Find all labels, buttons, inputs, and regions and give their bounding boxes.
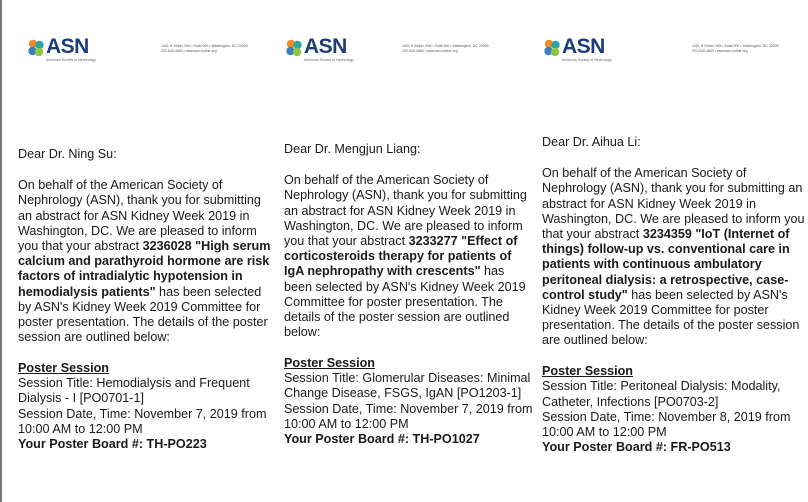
asn-logo-text: ASN [46,35,89,58]
greeting: Dear Dr. Ning Su: [18,147,117,161]
poster-session-heading: Poster Session [542,364,633,379]
poster-session-heading: Poster Session [18,360,109,375]
poster-session-heading: Poster Session [284,355,375,370]
letter-aihua-li [530,0,808,502]
greeting: Dear Dr. Aihua Li: [542,135,641,149]
abstract-title: 3236028 "High serum calcium and parathyroid hormone are risk factors of intradialytic hypotension in hemodialysis patients" [18,239,271,299]
letter-body: On behalf of the American Society of Nephrology (ASN), thank you for submitting an abstract for ASN Kidney Week 2019 in Washington, DC. We are pleased to inform you that your abstract 3236028 "High serum calcium and parathyroid hormone are risk factors of intradialytic hypotension in hemodialysis patients" has been selected by ASN's Kidney Week 2019 Committee for poster presentation. The details of the poster session are outlined below: [18,178,271,345]
asn-logo [26,36,136,68]
asn-logo [542,36,652,68]
asn-flower-icon [542,38,562,58]
letterhead [284,36,524,68]
session-datetime: Session Date, Time: November 8, 2019 from 10:00 AM to 12:00 PM [542,409,791,439]
session-datetime: Session Date, Time: November 7, 2019 from 10:00 AM to 12:00 PM [18,406,267,436]
poster-board: Your Poster Board #: FR-PO513 [542,440,731,455]
letter-text [284,142,534,447]
session-title: Session Title: Hemodialysis and Frequent Dialysis - I [PO0701-1] [18,376,250,406]
asn-logo-tagline: American Society of Nephrology [304,58,354,62]
abstract-title: 3234359 "IoT (Internet of things) follow-up vs. conventional care in patients with continuous ambulatory peritoneal dialysis: a retrospective, case-control study" [542,227,790,302]
asn-flower-icon [284,38,304,58]
greeting: Dear Dr. Mengjun Liang: [284,142,421,156]
asn-logo [284,36,394,68]
letter-ning-su [0,0,270,502]
session-title: Session Title: Peritoneal Dialysis: Modality, Catheter, Infections [PO0703-2] [542,379,781,409]
letterhead-address: 1401 H Street, NW • Suite 900 • Washington, DC 20005 202-640-4660 • www.asn-online.org [692,44,779,53]
asn-logo-tagline: American Society of Nephrology [46,58,96,62]
session-datetime: Session Date, Time: November 7, 2019 from 10:00 AM to 12:00 PM [284,401,533,431]
letter-body: On behalf of the American Society of Nephrology (ASN), thank you for submitting an abstract for ASN Kidney Week 2019 in Washington, DC. We are pleased to inform you that your abstract 3233277 "Effect of corticosteroids therapy for patients of IgA nephropathy with crescents" has been selected by ASN's Kidney Week 2019 Committee for poster presentation. The details of the poster session are outlined below: [284,173,527,340]
letterhead-address: 1401 H Street, NW • Suite 900 • Washington, DC 20005 202-640-4660 • www.asn-online.org [402,44,489,53]
letter-text [542,135,806,455]
asn-logo-text: ASN [562,35,605,58]
letter-text [18,147,272,452]
letterhead [26,36,264,68]
abstract-title: 3233277 "Effect of corticosteroids therapy for patients of IgA nephropathy with crescents" [284,234,518,279]
session-title: Session Title: Glomerular Diseases: Minimal Change Disease, FSGS, IgAN [PO1203-1] [284,371,531,401]
asn-flower-icon [26,38,46,58]
poster-board: Your Poster Board #: TH-PO1027 [284,431,480,446]
asn-logo-text: ASN [304,35,347,58]
letterhead-address: 1401 H Street, NW • Suite 900 • Washington, DC 20005 202-640-4660 • www.asn-online.org [161,44,248,53]
poster-board: Your Poster Board #: TH-PO223 [18,436,207,451]
letterhead [542,36,802,68]
asn-logo-tagline: American Society of Nephrology [562,58,612,62]
letter-body: On behalf of the American Society of Nephrology (ASN), thank you for submitting an abstract for ASN Kidney Week 2019 in Washington, DC. We are pleased to inform you that your abstract 3234359 "IoT (Internet of things) follow-up vs. conventional care in patients with continuous ambulatory peritoneal dialysis: a retrospective, case-control study" has been selected by ASN's Kidney Week 2019 Committee for poster presentation. The details of the poster session are outlined below: [542,166,805,348]
letter-mengjun-liang [268,0,533,502]
